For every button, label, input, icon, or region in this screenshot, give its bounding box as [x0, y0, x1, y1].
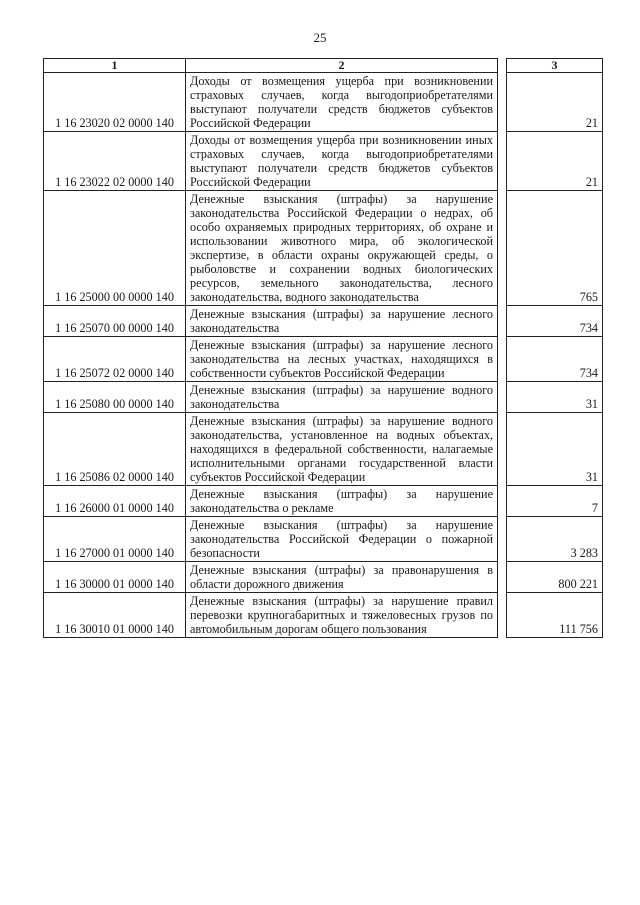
- amount-cell: 111 756: [507, 593, 603, 638]
- amount-cell: 3 283: [507, 517, 603, 562]
- table-row: [44, 306, 603, 337]
- description-cell: Денежные взыскания (штрафы) за нарушение законодательства Российской Федерации о пожарной безопасности: [186, 517, 498, 562]
- column-gap: [498, 59, 507, 73]
- description-cell: Доходы от возмещения ущерба при возникновении иных страховых случаев, когда выгодоприобретателями выступают получатели средств бюджетов субъектов Российской Федерации: [186, 132, 498, 191]
- amount-cell: 31: [507, 382, 603, 413]
- budget-code-cell: 1 16 30010 01 0000 140: [44, 593, 186, 638]
- amount-cell: 7: [507, 486, 603, 517]
- header-column-2: 2: [186, 59, 498, 73]
- table-row: [44, 413, 603, 486]
- budget-code-cell: 1 16 30000 01 0000 140: [44, 562, 186, 593]
- column-gap: [498, 562, 507, 593]
- budget-code-cell: 1 16 25086 02 0000 140: [44, 413, 186, 486]
- description-cell: Денежные взыскания (штрафы) за нарушение водного законодательства: [186, 382, 498, 413]
- budget-code-cell: 1 16 25070 00 0000 140: [44, 306, 186, 337]
- description-cell: Денежные взыскания (штрафы) за нарушение законодательства Российской Федерации о недрах, об особо охраняемых природных территориях, об охране и использовании животного мира, об экологической экспертизе, в области охраны окружающей среды, о рыболовстве и сохранении водных биологических ресурсов, земельного законодательства, лесного законодательства, водного законодательства: [186, 191, 498, 306]
- description-cell: Денежные взыскания (штрафы) за нарушение законодательства о рекламе: [186, 486, 498, 517]
- budget-code-cell: 1 16 27000 01 0000 140: [44, 517, 186, 562]
- header-column-3: 3: [507, 59, 603, 73]
- table-row: [44, 132, 603, 191]
- description-cell: Денежные взыскания (штрафы) за нарушение водного законодательства, установленное на водных объектах, находящихся в федеральной собственности, налагаемые исполнительными органами государственной власти субъектов Российской Федерации: [186, 413, 498, 486]
- column-gap: [498, 593, 507, 638]
- page-number: 25: [313, 30, 327, 45]
- amount-cell: 21: [507, 132, 603, 191]
- column-gap: [498, 413, 507, 486]
- budget-code-cell: 1 16 25000 00 0000 140: [44, 191, 186, 306]
- column-gap: [498, 382, 507, 413]
- amount-cell: 800 221: [507, 562, 603, 593]
- column-gap: [498, 306, 507, 337]
- table-header-row: [44, 59, 603, 73]
- table-row: [44, 517, 603, 562]
- description-cell: Денежные взыскания (штрафы) за нарушение правил перевозки крупногабаритных и тяжеловесных грузов по автомобильным дорогам общего пользования: [186, 593, 498, 638]
- table-row: [44, 486, 603, 517]
- table-row: [44, 337, 603, 382]
- table-row: [44, 593, 603, 638]
- header-column-1: 1: [44, 59, 186, 73]
- budget-code-cell: 1 16 25072 02 0000 140: [44, 337, 186, 382]
- budget-code-cell: 1 16 23022 02 0000 140: [44, 132, 186, 191]
- column-gap: [498, 486, 507, 517]
- amount-cell: 21: [507, 73, 603, 132]
- amount-cell: 765: [507, 191, 603, 306]
- description-cell: Доходы от возмещения ущерба при возникновении страховых случаев, когда выгодоприобретателями выступают получатели средств бюджетов субъектов Российской Федерации: [186, 73, 498, 132]
- description-cell: Денежные взыскания (штрафы) за нарушение лесного законодательства на лесных участках, находящихся в собственности субъектов Российской Федерации: [186, 337, 498, 382]
- table-row: [44, 562, 603, 593]
- column-gap: [498, 337, 507, 382]
- amount-cell: 734: [507, 306, 603, 337]
- budget-code-cell: 1 16 23020 02 0000 140: [44, 73, 186, 132]
- column-gap: [498, 517, 507, 562]
- budget-revenue-table: [43, 58, 603, 638]
- column-gap: [498, 73, 507, 132]
- table-row: [44, 191, 603, 306]
- amount-cell: 31: [507, 413, 603, 486]
- amount-cell: 734: [507, 337, 603, 382]
- budget-code-cell: 1 16 26000 01 0000 140: [44, 486, 186, 517]
- table-row: [44, 382, 603, 413]
- budget-code-cell: 1 16 25080 00 0000 140: [44, 382, 186, 413]
- table-row: [44, 73, 603, 132]
- column-gap: [498, 132, 507, 191]
- description-cell: Денежные взыскания (штрафы) за нарушение лесного законодательства: [186, 306, 498, 337]
- description-cell: Денежные взыскания (штрафы) за правонарушения в области дорожного движения: [186, 562, 498, 593]
- column-gap: [498, 191, 507, 306]
